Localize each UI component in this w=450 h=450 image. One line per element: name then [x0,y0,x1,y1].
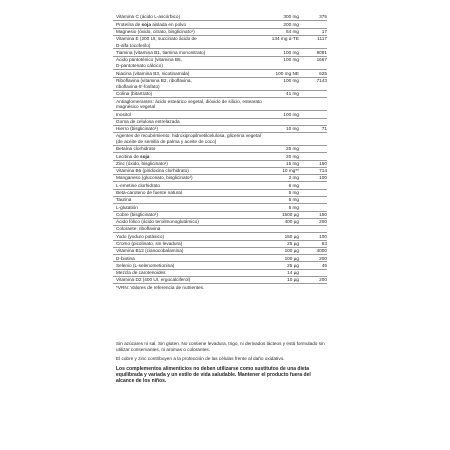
table-row [113,78,327,84]
table-row [113,248,327,255]
table-row [113,57,327,63]
free-from-note: Sin azúcares ni sal. Sin gluten. No contiene levadura, trigo, ni derivados lácteos y está formulado sin utilizar conservantes, ni aromas o colorantes. [116,341,325,352]
ingredient-vrn: 150 [319,160,327,166]
table-row [113,270,327,277]
ingredient-vrn: 71 [321,126,327,132]
ingredient-name: Riboflavina (vitamina B2, riboflavina, [116,77,192,83]
ingredient-amount: 10 mg** [282,168,299,174]
table-row [113,98,327,111]
table-row [113,14,327,21]
table-row [113,277,327,284]
ingredient-name: Tiamina (vitamina B1, tiamina mononitrato) [116,49,206,55]
ingredient-amount: 6 mg [288,182,299,188]
ingredient-name: Betaína clorhidrato [116,146,156,152]
ingredient-name: Manganeso (gluconato, bisglicinato¹) [116,175,193,181]
ingredient-name: Proteína de soja aislada en polvo [116,21,187,27]
ingredient-amount: 100 µg [284,255,299,261]
ingredient-amount: 10 mg [285,126,299,132]
table-row [113,175,327,182]
ingredient-vrn: 7143 [316,77,327,83]
table-row [113,241,327,248]
table-row [113,233,327,240]
table-row [113,219,327,226]
label-notes [113,341,327,388]
ingredient-vrn: 200 [319,277,327,283]
ingredient-name: Vitamina E (200 UI, succinato ácido de [116,36,197,42]
ingredient-name: Inositol [116,111,131,117]
ingredient-amount: 20 mg [285,153,299,159]
ingredient-amount: 2 mg [288,175,299,181]
ingredient-vrn: 4000 [316,248,327,254]
table-row [113,197,327,204]
ingredient-amount: 25 µg [287,262,299,268]
ingredient-amount: 100 mg [283,49,299,55]
ingredient-amount: 100 µg [284,248,299,254]
table-row [113,126,327,133]
ingredient-amount: 400 µg [284,219,299,225]
ingredient-vrn: 9091 [316,49,327,55]
ingredient-name: Mezcla de carotenoides [116,270,166,276]
ingredient-amount: 100 mg [283,77,299,83]
table-row [113,146,327,153]
ingredient-name: Cobre (bisglicinato¹) [116,211,158,217]
table-row [113,29,327,36]
table-row [113,284,327,290]
ingredient-name: Antiaglomerantes: ácido esteárico vegetal, dióxido de silicio, estearato magnésico vegetal [116,98,262,110]
ingredient-name: Magnesio (óxido, citrato, bisglicinato¹) [116,28,195,34]
table-row [113,153,327,160]
ingredient-name: Agentes de recubrimiento: hidroxipropilmetilcelulosa, glicerina vegetal (de aceite de semilla de palma y aceite de coco) [116,133,261,145]
table-row [113,49,327,56]
table-row [113,133,327,146]
table-row-continuation [113,84,327,91]
ingredient-name: Lecitina de soja [116,153,150,159]
table-row [113,255,327,262]
table-row [113,70,327,77]
ingredient-name-continued: D-pantotenato cálcico) [116,63,163,69]
ingredient-name: L-emetine clorhidrato [116,182,161,188]
ingredient-name-continued: riboflavina-5'-fosfato) [116,84,160,90]
ingredient-amount: 200 mg [283,21,299,27]
ingredient-amount: 14 µg [287,270,299,276]
health-claim-note: El cobre y zinc contribuyen a la protección de las células frente al daño oxidativo. [116,356,285,362]
ingredient-name: Vitamina B6 (piridoxina clorhidrato) [116,168,189,174]
table-row [113,262,327,269]
ingredient-name: Taurina [116,197,132,203]
table-row [113,168,327,175]
table-row [113,111,327,118]
ingredient-amount: 5 mg [288,197,299,203]
ingredient-name: Ácido fólico (ácido teroilmonoglutámico) [116,219,199,225]
table-row [113,204,327,211]
ingredient-vrn: 17 [321,28,327,34]
ingredient-amount: 64 mg [285,28,299,34]
ingredient-amount: 100 mg NE [275,70,299,76]
ingredient-amount: 100 mg [283,57,299,63]
ingredient-amount: 25 µg [287,241,299,247]
table-row [113,190,327,197]
ingredient-vrn: 100 [319,233,327,239]
ingredient-name: Zinc (óxido, bisglicinato¹) [116,160,168,166]
ingredient-name: Vitamina C (ácido L-ascórbico) [116,14,181,20]
ingredient-vrn: 200 [319,255,327,261]
table-row-continuation [113,42,327,49]
ingredient-vrn: 200 [319,219,327,225]
ingredient-amount: 100 mg [283,111,299,117]
table-row [113,119,327,126]
ingredient-name: Ácido pantoténico (vitamina B5, [116,57,182,63]
ingredient-name: Colina (bitartrato) [116,91,153,97]
ingredient-name: Vitamina D2 (400 UI, ergocalciferol) [116,277,191,283]
ingredient-name: Yodo (yoduro potásico) [116,233,165,239]
ingredient-vrn: 375 [319,14,327,20]
ingredient-name: D-biotina [116,255,135,261]
ingredient-name: Vitamina B12 (cianocobalamina) [116,248,184,254]
ingredient-name: Selenio (L-selenometionina) [116,262,175,268]
ingredient-amount: 150 µg [284,233,299,239]
ingredient-name: Beta-caroteno de fuente natural [116,190,182,196]
ingredient-amount: 10 µg [287,277,299,283]
ingredient-vrn: 1117 [317,36,327,42]
nutrition-table [113,14,327,291]
ingredient-amount: 1500 µg [281,211,299,217]
ingredient-vrn: 714 [319,168,327,174]
ingredient-amount: 15 mg [285,160,299,166]
table-row-continuation [113,63,327,70]
ingredient-vrn: 63 [321,241,327,247]
ingredient-name: Colorante: riboflavina [116,226,161,232]
ingredient-vrn: 150 [319,211,327,217]
table-row [113,212,327,219]
table-row [113,91,327,98]
ingredient-name-continued: D-alfa tocoferilo) [116,42,151,48]
table-row [113,182,327,189]
ingredient-name: Goma de celulosa entrelazada [116,118,180,124]
ingredient-amount: 134 mg α-TE [271,36,299,42]
table-row [113,161,327,168]
ingredient-name: Hierro (bisglicinato¹) [116,126,158,132]
ingredient-name: L-glutatión [116,204,138,210]
ingredient-vrn: 45 [321,262,327,268]
warning-note: Los complementos alimenticios no deben utilizarse como sustitutos de una dieta equilibrada y variada y un estilo de vida saludable. Mantener el producto fuera del alcance de los niños. [116,366,311,385]
table-row [113,21,327,28]
ingredient-amount: 5 mg [288,204,299,210]
ingredient-vrn: 100 [319,175,327,181]
ingredient-vrn: 1667 [316,57,327,63]
ingredient-vrn: 625 [319,70,327,76]
ingredient-amount: 25 mg [285,146,299,152]
table-row [113,36,327,42]
ingredient-amount: 300 mg [283,14,299,20]
ingredient-amount: 5 mg [288,190,299,196]
table-row [113,226,327,233]
ingredient-name: Cromo (picolinato, sin levadura) [116,241,183,247]
ingredient-name: *VRN: Valores de referencia de nutrientes. [116,284,205,290]
ingredient-amount: 41 mg [285,91,299,97]
ingredient-name: Niacina (vitamina B3, nicotinamida) [116,70,190,76]
